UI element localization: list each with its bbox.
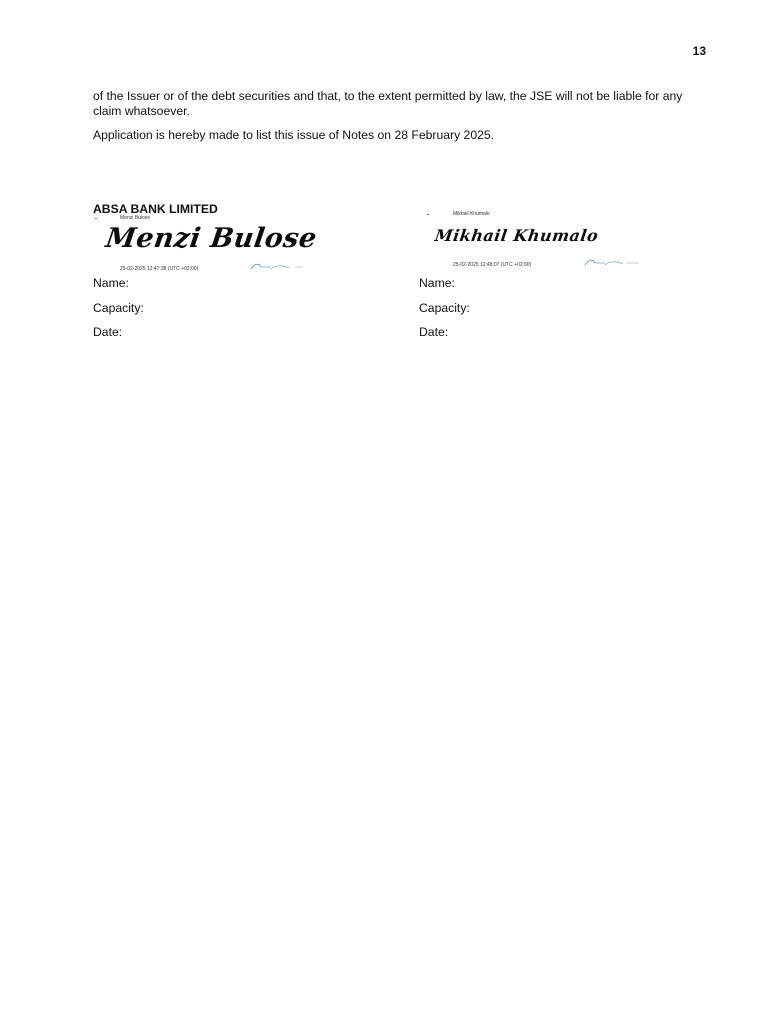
handwritten-signature: Menzi Bulose [103,223,319,254]
issuer-name: ABSA BANK LIMITED [93,202,218,216]
name-label-left: Name: [93,276,129,290]
signature-marker [427,214,429,215]
signer-caption: Mikhail Khumalo [453,211,490,217]
name-label-right: Name: [419,276,455,290]
capacity-label-right: Capacity: [419,301,470,315]
signature-timestamp: 25-02-2025 12:48:07 (UTC +02:00) [453,262,532,268]
signature-timestamp: 25-02-2025 12:47:38 (UTC +02:00) [120,266,199,272]
signature-marker [95,218,97,219]
esignature-logo-icon [583,258,639,268]
signature-block-right [419,206,659,266]
body-paragraph-application: Application is hereby made to list this issue of Notes on 28 February 2025. [93,128,495,142]
handwritten-signature: Mikhail Khumalo [433,226,600,245]
date-label-right: Date: [419,325,449,339]
date-label-left: Date: [93,325,123,339]
signer-caption: Menzi Bulose [120,215,151,221]
page-number: 13 [692,44,706,58]
signature-block-left [93,212,333,272]
body-paragraph-liability: of the Issuer or of the debt securities and that, to the extent permitted by law, the JSE will not be liable for any claim whatsoever. [93,89,683,118]
capacity-label-left: Capacity: [93,301,144,315]
esignature-logo-icon [249,262,305,272]
